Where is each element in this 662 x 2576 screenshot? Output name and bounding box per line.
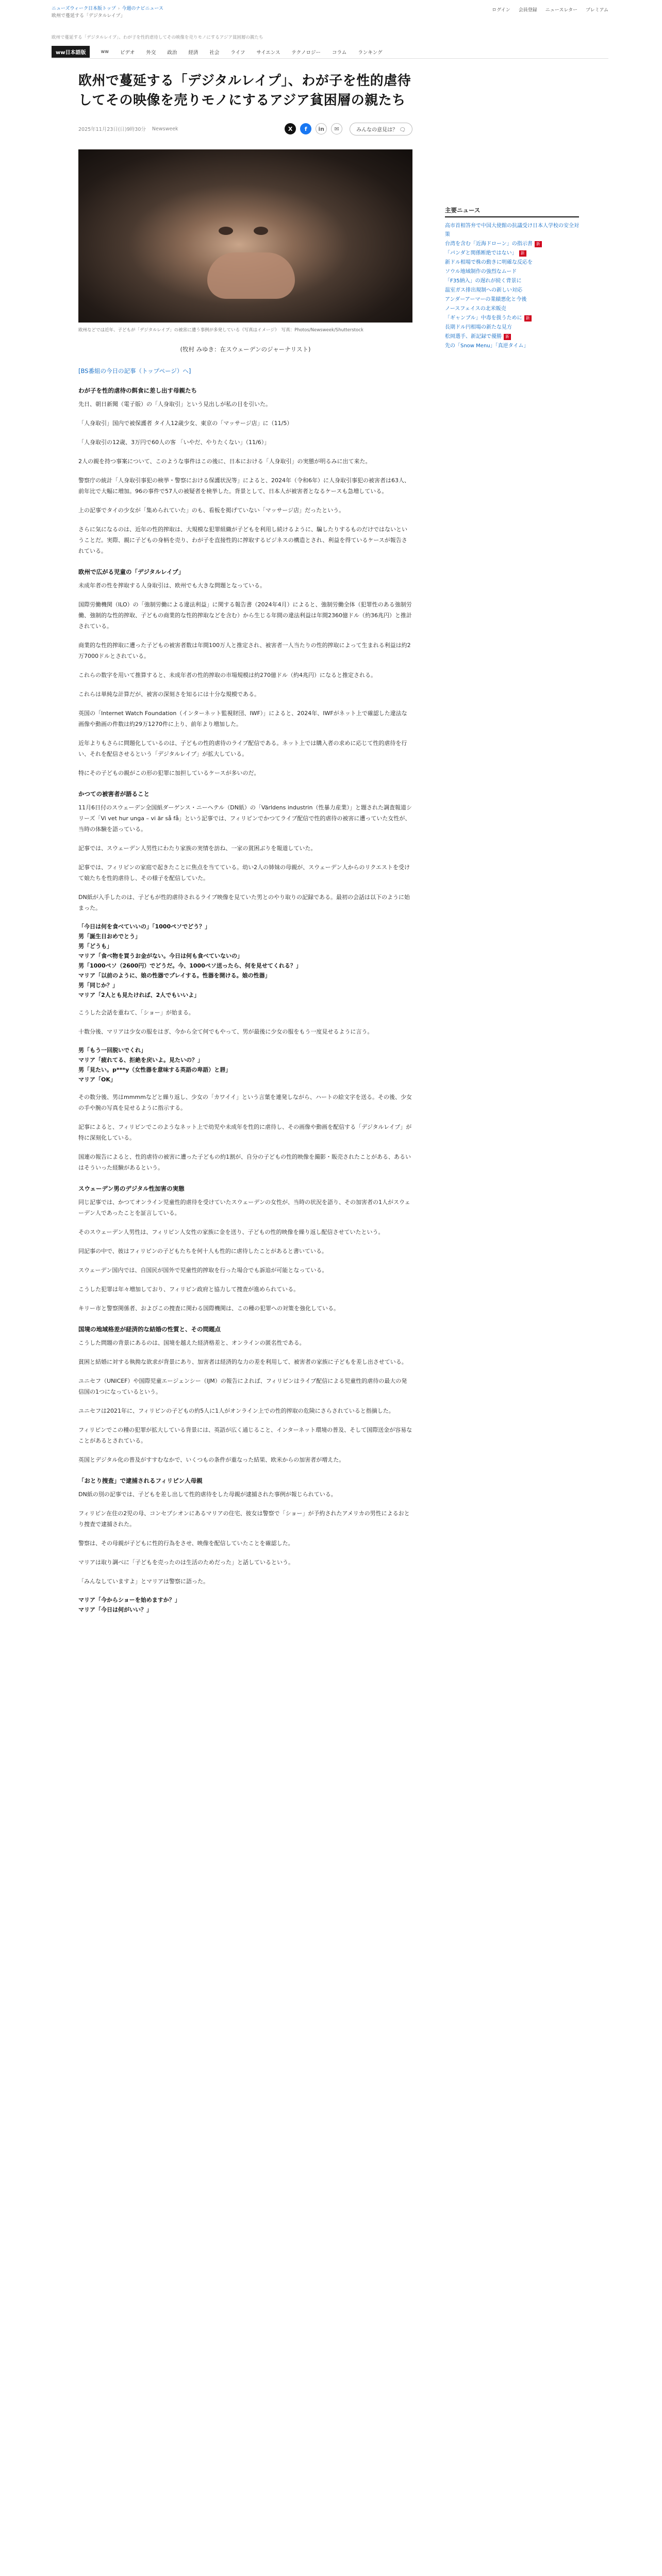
nav-item[interactable]: 外交 bbox=[146, 49, 156, 56]
paragraph: 「人身取引の12歳、3万円で60人の客 「いやだ、やりたくない」（11/6）」 bbox=[78, 439, 270, 446]
nav-item[interactable]: テクノロジー bbox=[291, 49, 321, 56]
x-share-icon[interactable]: X bbox=[285, 123, 296, 134]
sidebar-news-item[interactable] bbox=[445, 332, 579, 341]
sidebar-news-item[interactable] bbox=[445, 222, 579, 239]
paragraph: 警察庁の統計「人身取引事犯の検挙・警察における保護状況等」によると、2024年（令和6年）に人身取引事犯の被害者は63人、前年比で大幅に増加。96の事件で57人の被疑者を検挙した。背景として、日本人が被害者となるケースも急増している。 bbox=[78, 477, 410, 495]
dialog-line: 「今日は何を食べていいの」「1000ペソでどう？」 bbox=[78, 923, 211, 930]
paragraph: 商業的な性的搾取に遭った子どもの被害者数は年間100万人と推定され、被害者一人当たりの性的搾取によって生まれる利益は約2万7000ドルとされている。 bbox=[78, 642, 411, 659]
nav-item[interactable]: 社会 bbox=[209, 49, 220, 56]
breadcrumb-home-link[interactable]: ニューズウィーク日本版トップ bbox=[52, 6, 116, 11]
section-heading: 国境の地域格差が経済的な結婚の性質と、その問題点 bbox=[78, 1326, 221, 1333]
paragraph: 上の記事でタイの少女が「集められていた」のも、看板を掲げていない「マッサージ店」だったという。 bbox=[78, 507, 345, 514]
section-heading: 欧州で広がる児童の「デジタルレイプ」 bbox=[78, 568, 185, 575]
article-photo bbox=[78, 149, 412, 323]
nav-item[interactable]: 政治 bbox=[167, 49, 177, 56]
nav-item[interactable]: ランキング bbox=[358, 49, 383, 56]
nav-item[interactable]: コラム bbox=[332, 49, 347, 56]
sidebar-news-text: 高市首相答弁で中国大使館の抗議受け日本人学校の安全対策 bbox=[445, 223, 579, 238]
today-article-link[interactable]: [BS番組の今日の記事（トップページ）へ] bbox=[78, 367, 191, 375]
paragraph: こうした会話を重ねて、「ショー」が始まる。 bbox=[78, 1009, 194, 1016]
paragraph: ユニセフ（UNICEF）や国際児童エージェンシー（IJM）の報告によれば、フィリピンはライブ配信による児童性的虐待の最大の発信国の1つになっているという。 bbox=[78, 1378, 407, 1395]
breadcrumb-section-link[interactable]: 今週のナビニュース bbox=[122, 6, 163, 11]
paragraph: マリアは取り調べに「子どもを売ったのは生活のためだった」と話しているという。 bbox=[78, 1559, 294, 1566]
dialog-line: 男「1000ペソ（2600円）でどうだ。今、1000ペソ送ったら、何を見せてくれる？」 bbox=[78, 962, 302, 969]
register-link[interactable]: 会員登録 bbox=[518, 8, 537, 13]
sidebar-news-item[interactable] bbox=[445, 240, 579, 248]
breadcrumb-current: 欧州で蔓延する「デジタルレイプ」 bbox=[52, 13, 125, 19]
paragraph: スウェーデン国内では、自国民が国外で児童性的搾取を行った場合でも訴追が可能となっている。 bbox=[78, 1267, 328, 1274]
sidebar-news-item[interactable] bbox=[445, 267, 579, 276]
photo-caption: 欧州などでは近年、子どもが「デジタルレイプ」の被害に遭う事例が多発している（写真はイメージ） 写真：Photos/Newsweek/Shutterstock bbox=[78, 328, 363, 333]
section-heading: 「おとり捜査」で逮捕されるフィリピン人母親 bbox=[78, 1477, 203, 1484]
breadcrumb: ニューズウィーク日本版トップ › 今週のナビニュース 欧州で蔓延する「デジタルレイプ」 bbox=[52, 6, 163, 19]
paragraph: 英国の「Internet Watch Foundation（インターネット監視財団、IWF）」によると、2024年、IWFがネット上で確認した違法な画像や動画の件数は約29万1270件に上り、前年より増加した。 bbox=[78, 710, 407, 727]
dialog-line: 男「誕生日おめでとう」 bbox=[78, 933, 141, 940]
nav-item[interactable]: サイエンス bbox=[256, 49, 280, 56]
sidebar-news-text: ソウル地域制作の強烈なムード bbox=[445, 269, 517, 275]
paragraph: DN紙の別の記事では、子どもを差し出して性的虐待をした母親が逮捕された事例が報じられている。 bbox=[78, 1491, 337, 1498]
dialog-line: 男「同じか？」 bbox=[78, 982, 118, 989]
paragraph: さらに気になるのは、近年の性的搾取は、大規模な犯罪組織が子どもを利用し続けるように、騙したりするものだけではないということだ。実際、親に子どもの身柄を売り、わが子を直接性的に搾取するビジネスの構造とされ、利益を得ているケースが報告されている。 bbox=[78, 526, 407, 554]
paragraph: フィリピンでこの種の犯罪が拡大している背景には、英語が広く通じること、インターネット環境の普及、そして国際送金が容易なことがあるとされている。 bbox=[78, 1427, 412, 1444]
paragraph: 近年よりもさらに問題化しているのは、子どもの性的虐待のライブ配信である。ネット上では購入者の求めに応じて性的虐待を行い、それを配信させるという「デジタルレイプ」が拡大している。 bbox=[78, 740, 407, 757]
photo-detail bbox=[219, 227, 233, 235]
top-right-nav bbox=[492, 6, 608, 13]
publish-date: 2025年11月23日(日)9時30分 bbox=[78, 127, 146, 132]
sidebar-news-item[interactable] bbox=[445, 277, 579, 285]
top-header bbox=[52, 5, 608, 25]
paragraph: その数分後、男はmmmmなどと繰り返し、少女の「カワイイ」という言葉を連発しながら、ハートの絵文字を送る。その後、少女の手や腕の写真を見せるように指示する。 bbox=[78, 1094, 412, 1111]
sidebar-news-text: 「ギャンブル」中毒を扱うために bbox=[445, 315, 522, 321]
dialog-line: マリア「以前のように、娘の性器でプレイする。性器を開ける。娘の性器」 bbox=[78, 972, 271, 979]
dialog-line: 男「見たい。p***y（女性器を意味する英語の卑語）と唇」 bbox=[78, 1066, 231, 1073]
paragraph: 11月6日付のスウェーデン全国紙ダーゲンス・ニーヘテル（DN紙）の「Världens industrin（性暴力産業）」と題された調査報道シリーズ「Vi vet hur unga – vi är så få」という記事では、フィリピンでかつてライブ配信で性的虐待の被害に遭っていた女性が、当時の体験を語っている。 bbox=[78, 804, 412, 833]
new-badge: 新 bbox=[504, 334, 511, 340]
paragraph: 警察は、その母親が子どもに性的行為をさせ、映像を配信していたことを確認した。 bbox=[78, 1540, 294, 1547]
new-badge: 新 bbox=[535, 241, 542, 247]
paragraph: 国際労働機関（ILO）の「強制労働による違法利益」に関する報告書（2024年4月）によると、強制労働全体（犯罪性のある強制労働、強制的な性的搾取、子どもの商業的な性的搾取などを含む）から生じる年間の違法利益は年間2360億ドル（約36兆円）と推計されている。 bbox=[78, 601, 412, 630]
dialog-line: 男「もう一回脱いでくれ」 bbox=[78, 1047, 146, 1054]
paragraph: 特にその子どもの親がこの形の犯罪に加担しているケースが多いのだ。 bbox=[78, 770, 260, 776]
paragraph: これらは単純な計算だが、被害の深刻さを知るには十分な規模である。 bbox=[78, 691, 260, 698]
article-author: Newsweek bbox=[152, 126, 178, 132]
sidebar-news-text: 温室ガス排出規制への新しい対応 bbox=[445, 287, 522, 293]
paragraph: キリー市と警察関係者、およびこの捜査に関わる国際機関は、この種の犯罪への対策を強化している。 bbox=[78, 1305, 339, 1312]
sidebar-news-text: ノースフェイスの北米販売 bbox=[445, 306, 506, 312]
sidebar-title: 主要ニュース bbox=[445, 206, 579, 217]
dialog-line: マリア「2人とも見たければ、2人でもいいよ」 bbox=[78, 992, 200, 998]
paragraph: ユニセフは2021年に、フィリピンの子どもの約5人に1人がオンライン上での性的搾取の危険にさらされていると指摘した。 bbox=[78, 1408, 394, 1414]
paragraph: こうした問題の背景にあるのは、国境を越えた経済格差と、オンラインの匿名性である。 bbox=[78, 1340, 305, 1346]
nav-item[interactable]: ww bbox=[101, 49, 109, 55]
sidebar-news-text: 長期ドル円相場の新たな見方 bbox=[445, 325, 512, 330]
paragraph: 十数分後、マリアは少女の服をはぎ、今から全て何でもやって、男が最後に少女の服をもう一度見せるように言う。 bbox=[78, 1028, 373, 1035]
premium-link[interactable]: プレミアム bbox=[585, 8, 608, 13]
nav-item[interactable]: ビデオ bbox=[120, 49, 135, 56]
article-main bbox=[78, 71, 412, 1622]
paragraph: 2人の親を持つ事案について、このような事件はこの後に、日本における「人身取引」の実態が明るみに出て来た。 bbox=[78, 458, 371, 465]
photo-detail bbox=[207, 252, 295, 299]
sidebar-news-text: 新ドル相場で株の動きに明確な反応を bbox=[445, 260, 533, 265]
paragraph: 同じ記事では、かつてオンライン児童性的虐待を受けていたスウェーデンの女性が、当時の状況を語り、その加害者の1人がスウェーデン人であったことを証言している。 bbox=[78, 1199, 410, 1216]
brand-logo[interactable]: ww日本語版 bbox=[52, 46, 90, 58]
opinion-button[interactable]: みんなの意見は？ 🗨 bbox=[350, 123, 412, 135]
newsletter-link[interactable]: ニュースレター bbox=[545, 8, 577, 13]
sidebar-news-item[interactable] bbox=[445, 323, 579, 332]
facebook-share-icon[interactable]: f bbox=[300, 123, 311, 134]
paragraph: 「人身取引」国内で被保護者 タイ人12歳少女、東京の「マッサージ店」に（11/5） bbox=[78, 420, 293, 427]
paragraph: 記事では、フィリピンの家庭で起きたことに焦点を当てている。幼い2人の姉妹の母親が、スウェーデン人からのリクエストを受けて娘たちを性的虐待し、その様子を配信していた。 bbox=[78, 864, 410, 882]
paragraph: DN紙が入手したのは、子どもが性的虐待されるライブ映像を見ていた男とのやり取りの記録である。最初の会話は以下のように始まった。 bbox=[78, 894, 410, 911]
paragraph: 「みんなしていますよ」とマリアは警察に語った。 bbox=[78, 1578, 209, 1585]
sidebar-news-item[interactable] bbox=[445, 249, 579, 258]
sidebar-news-item[interactable] bbox=[445, 258, 579, 267]
new-badge: 新 bbox=[524, 315, 532, 321]
sidebar-news-item[interactable] bbox=[445, 342, 579, 350]
sidebar bbox=[445, 206, 579, 351]
paragraph: 貧困と結婚に対する執拗な欲求が背景にあり、加害者は経済的な力の差を利用して、被害者の家族に子どもを差し出させている。 bbox=[78, 1359, 407, 1365]
sidebar-news-item[interactable] bbox=[445, 286, 579, 295]
sidebar-news-item[interactable] bbox=[445, 304, 579, 313]
sidebar-news-item[interactable] bbox=[445, 314, 579, 323]
byline: (牧村 みゆき：在スウェーデンのジャーナリスト) bbox=[180, 346, 311, 353]
dialog-line: 男「どうも」 bbox=[78, 943, 112, 950]
dialog-line: マリア「食べ物を買うお金がない。今日は何も食べていないの」 bbox=[78, 953, 243, 959]
sidebar-news-text: 松岡選手、新記録で優勝 bbox=[445, 334, 502, 340]
dialog-line: マリア「今日は何がいい？」 bbox=[78, 1606, 152, 1613]
new-badge: 新 bbox=[519, 250, 526, 257]
paragraph: 記事によると、フィリピンでこのようなネット上で幼児や未成年を性的に虐待し、その画像や動画を配信する「デジタルレイプ」が特に深刻化している。 bbox=[78, 1124, 412, 1141]
linkedin-share-icon[interactable]: in bbox=[316, 123, 327, 134]
paragraph: こうした犯罪は年々増加しており、フィリピン政府と協力して捜査が進められている。 bbox=[78, 1286, 300, 1293]
nav-item[interactable]: 経済 bbox=[188, 49, 198, 56]
sidebar-news-text: 「F35納入」の遅れが続く背景に bbox=[445, 278, 522, 284]
login-link[interactable]: ログイン bbox=[492, 8, 510, 13]
paragraph: 同記事の中で、彼はフィリピンの子どもたちを何十人も性的に虐待したことがあると書いている。 bbox=[78, 1248, 327, 1255]
article-title: 欧州で蔓延する「デジタルレイプ」、わが子を性的虐待してその映像を売りモノにするアジア貧困層の親たち bbox=[78, 73, 411, 108]
photo-detail bbox=[254, 227, 268, 235]
sidebar-news-text: 先の「Snow Menu」「真逆タイム」 bbox=[445, 343, 529, 349]
dialog-line: マリア「OK」 bbox=[78, 1076, 116, 1083]
section-heading: かつての被害者が語ること bbox=[78, 790, 150, 798]
section-heading: わが子を性的虐待の餌食に差し出す母親たち bbox=[78, 387, 197, 394]
dialog-line: マリア「今からショーを始めますか？」 bbox=[78, 1597, 180, 1603]
paragraph: 国連の報告によると、性的虐待の被害に遭った子どもの約1割が、自分の子どもの性的映像を撮影・販売されたことがある、あるいはそういった経験があるという。 bbox=[78, 1154, 411, 1171]
sidebar-news-list bbox=[445, 222, 579, 350]
paragraph: 未成年者の性を搾取する人身取引は、欧州でも大きな問題となっている。 bbox=[78, 582, 266, 589]
share-bar bbox=[285, 123, 412, 135]
sidebar-news-text: 台湾を含む「近海ドローン」の指示書 bbox=[445, 241, 533, 247]
paragraph: フィリピン在住の2児の母、コンセプシオンにあるマリアの住宅、彼女は警察で「ショー」が予約されたアメリカの男性によるおとり捜査で逮捕された。 bbox=[78, 1510, 410, 1528]
article-meta bbox=[78, 122, 412, 136]
dialog-line: マリア「疲れてる、拒絶を戻いよ。見たいの？」 bbox=[78, 1057, 203, 1063]
paragraph: 英国とデジタル化の普及がすすむなかで、いくつもの条件が重なった結果、欧米からの加害者が増えた。 bbox=[78, 1456, 345, 1463]
sub-breadcrumb: 欧州で蔓延する「デジタルレイプ」、わが子を性的虐待してその映像を売りモノにするアジア貧困層の親たち bbox=[52, 35, 263, 40]
section-heading: スウェーデン男のデジタル性加害の実態 bbox=[78, 1185, 185, 1192]
sidebar-news-item[interactable] bbox=[445, 295, 579, 304]
paragraph: 先日、朝日新聞（電子版）の「人身取引」という見出しが私の目を引いた。 bbox=[78, 401, 271, 408]
paragraph: これらの数字を用いて推算すると、未成年者の性的搾取の市場規模は約270億ドル（約4兆円）になると推定される。 bbox=[78, 672, 376, 679]
nav-item[interactable]: ライフ bbox=[230, 49, 245, 56]
article-body bbox=[78, 385, 412, 1622]
sidebar-news-text: 「パンダと関係断絶ではない」 bbox=[445, 250, 517, 256]
sidebar-news-text: アンダーアーマーの業績悪化と今後 bbox=[445, 297, 527, 302]
mail-share-icon[interactable]: ✉ bbox=[331, 123, 342, 134]
paragraph: 記事では、スウェーデン人男性にわたり家族の実情を訪ね、一家の貧困ぶりを報道していた。 bbox=[78, 845, 317, 852]
main-nav bbox=[52, 45, 608, 59]
paragraph: そのスウェーデン人男性は、フィリピン人女性の家族に金を送り、子どもの性的映像を繰り返し配信させていたという。 bbox=[78, 1229, 384, 1235]
